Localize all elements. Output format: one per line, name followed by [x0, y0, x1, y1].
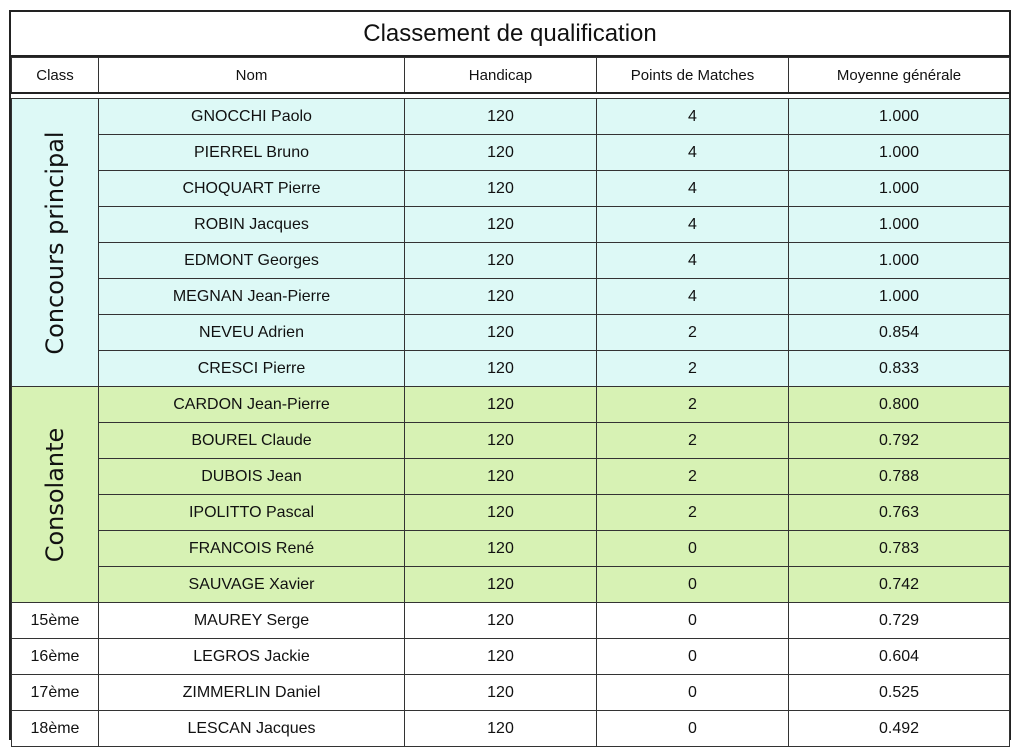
cell-points: 0 — [597, 531, 789, 567]
cell-moyenne: 1.000 — [789, 135, 1010, 171]
page-title: Classement de qualification — [11, 12, 1009, 57]
table-row — [12, 603, 1010, 639]
cell-nom: CRESCI Pierre — [99, 351, 405, 387]
cell-moyenne: 0.492 — [789, 711, 1010, 747]
header-handicap: Handicap — [405, 58, 597, 94]
table-row — [12, 135, 1010, 171]
header-class: Class — [12, 58, 99, 94]
cell-nom: EDMONT Georges — [99, 243, 405, 279]
cell-handicap: 120 — [405, 243, 597, 279]
cell-points: 4 — [597, 243, 789, 279]
cell-handicap: 120 — [405, 207, 597, 243]
cell-moyenne: 1.000 — [789, 243, 1010, 279]
table-row — [12, 279, 1010, 315]
group-label-consolante — [12, 387, 99, 603]
cell-moyenne: 0.525 — [789, 675, 1010, 711]
cell-points: 2 — [597, 459, 789, 495]
cell-points: 2 — [597, 423, 789, 459]
group-label-concours-principal — [12, 99, 99, 387]
group-label-text: Concours principal — [41, 130, 69, 355]
table-row — [12, 711, 1010, 747]
cell-points: 4 — [597, 207, 789, 243]
cell-class: 18ème — [12, 711, 99, 747]
ranking-table — [11, 57, 1010, 747]
cell-moyenne: 1.000 — [789, 207, 1010, 243]
cell-moyenne: 0.763 — [789, 495, 1010, 531]
cell-points: 4 — [597, 279, 789, 315]
table-row — [12, 171, 1010, 207]
cell-points: 4 — [597, 99, 789, 135]
table-row — [12, 531, 1010, 567]
cell-handicap: 120 — [405, 99, 597, 135]
cell-nom: GNOCCHI Paolo — [99, 99, 405, 135]
cell-moyenne: 0.792 — [789, 423, 1010, 459]
table-row — [12, 639, 1010, 675]
cell-moyenne: 0.729 — [789, 603, 1010, 639]
header-nom: Nom — [99, 58, 405, 94]
cell-nom: FRANCOIS René — [99, 531, 405, 567]
cell-points: 2 — [597, 351, 789, 387]
cell-moyenne: 1.000 — [789, 171, 1010, 207]
cell-nom: IPOLITTO Pascal — [99, 495, 405, 531]
cell-moyenne: 0.833 — [789, 351, 1010, 387]
table-row — [12, 99, 1010, 135]
cell-handicap: 120 — [405, 639, 597, 675]
cell-handicap: 120 — [405, 135, 597, 171]
table-row — [12, 567, 1010, 603]
cell-handicap: 120 — [405, 495, 597, 531]
cell-nom: ZIMMERLIN Daniel — [99, 675, 405, 711]
cell-moyenne: 0.854 — [789, 315, 1010, 351]
cell-points: 4 — [597, 135, 789, 171]
table-row — [12, 243, 1010, 279]
cell-nom: SAUVAGE Xavier — [99, 567, 405, 603]
cell-points: 0 — [597, 603, 789, 639]
cell-moyenne: 0.742 — [789, 567, 1010, 603]
cell-nom: NEVEU Adrien — [99, 315, 405, 351]
cell-handicap: 120 — [405, 387, 597, 423]
cell-nom: MAUREY Serge — [99, 603, 405, 639]
cell-moyenne: 0.604 — [789, 639, 1010, 675]
cell-points: 2 — [597, 387, 789, 423]
cell-handicap: 120 — [405, 459, 597, 495]
cell-nom: ROBIN Jacques — [99, 207, 405, 243]
cell-nom: PIERREL Bruno — [99, 135, 405, 171]
cell-handicap: 120 — [405, 279, 597, 315]
table-row — [12, 351, 1010, 387]
header-moyenne: Moyenne générale — [789, 58, 1010, 94]
cell-handicap: 120 — [405, 567, 597, 603]
table-row — [12, 423, 1010, 459]
cell-points: 2 — [597, 495, 789, 531]
cell-points: 4 — [597, 171, 789, 207]
cell-points: 0 — [597, 567, 789, 603]
table-row — [12, 459, 1010, 495]
cell-handicap: 120 — [405, 711, 597, 747]
cell-handicap: 120 — [405, 603, 597, 639]
cell-nom: BOUREL Claude — [99, 423, 405, 459]
cell-nom: DUBOIS Jean — [99, 459, 405, 495]
cell-handicap: 120 — [405, 531, 597, 567]
cell-points: 0 — [597, 711, 789, 747]
cell-handicap: 120 — [405, 351, 597, 387]
cell-handicap: 120 — [405, 315, 597, 351]
cell-nom: CARDON Jean-Pierre — [99, 387, 405, 423]
cell-nom: CHOQUART Pierre — [99, 171, 405, 207]
header-points: Points de Matches — [597, 58, 789, 94]
table-row — [12, 387, 1010, 423]
cell-moyenne: 0.800 — [789, 387, 1010, 423]
cell-points: 0 — [597, 639, 789, 675]
table-row — [12, 675, 1010, 711]
cell-class: 15ème — [12, 603, 99, 639]
cell-points: 2 — [597, 315, 789, 351]
cell-handicap: 120 — [405, 423, 597, 459]
cell-points: 0 — [597, 675, 789, 711]
table-row — [12, 495, 1010, 531]
cell-nom: LESCAN Jacques — [99, 711, 405, 747]
cell-handicap: 120 — [405, 675, 597, 711]
cell-moyenne: 0.783 — [789, 531, 1010, 567]
cell-nom: MEGNAN Jean-Pierre — [99, 279, 405, 315]
group-label-text: Consolante — [41, 427, 69, 562]
cell-moyenne: 1.000 — [789, 279, 1010, 315]
table-row — [12, 207, 1010, 243]
header-row — [12, 58, 1010, 94]
table-row — [12, 315, 1010, 351]
cell-moyenne: 0.788 — [789, 459, 1010, 495]
cell-moyenne: 1.000 — [789, 99, 1010, 135]
cell-class: 16ème — [12, 639, 99, 675]
ranking-table-frame — [9, 10, 1011, 740]
cell-class: 17ème — [12, 675, 99, 711]
cell-handicap: 120 — [405, 171, 597, 207]
cell-nom: LEGROS Jackie — [99, 639, 405, 675]
